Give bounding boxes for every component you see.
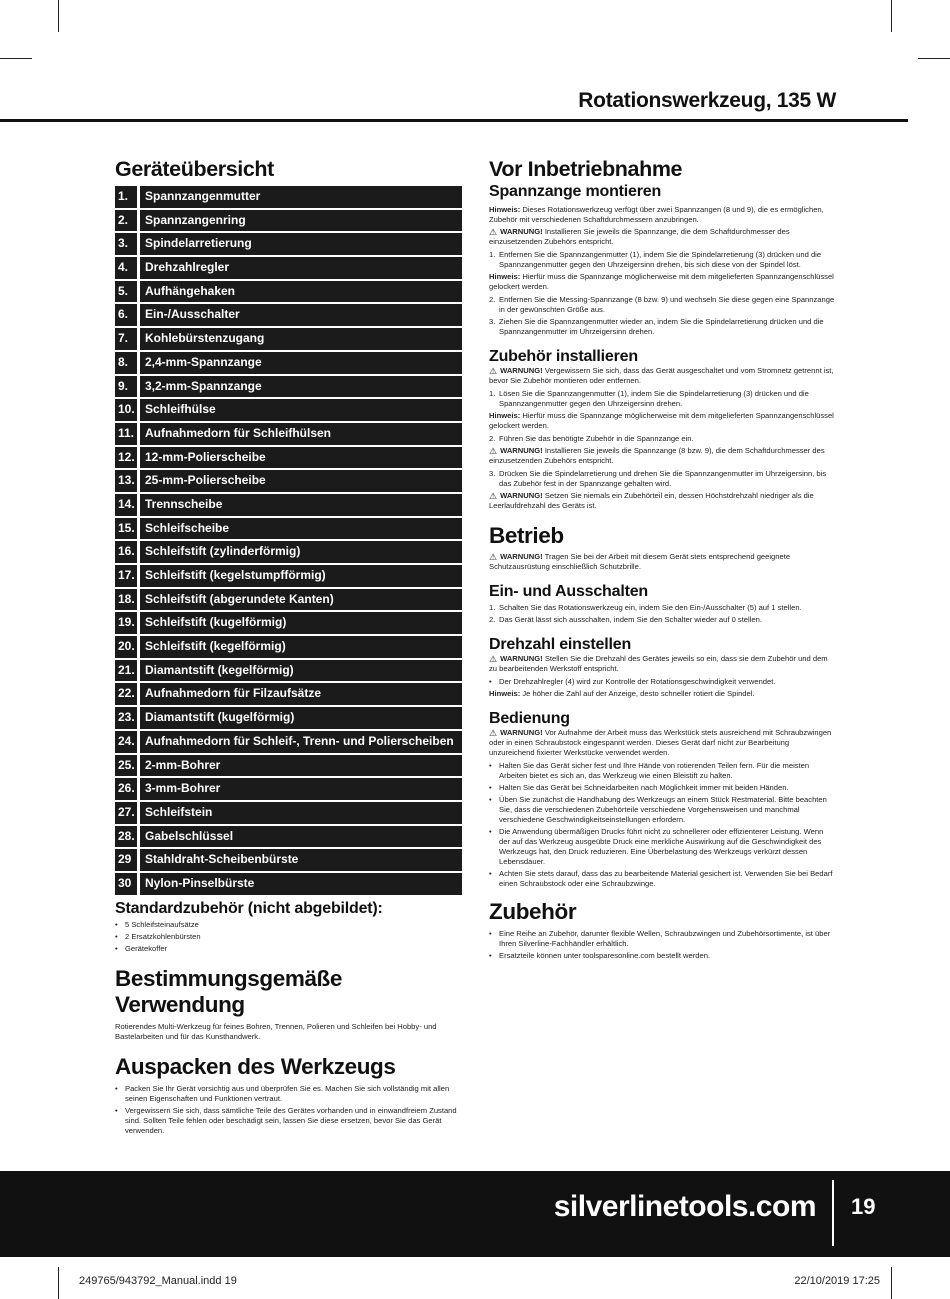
accessories-title: Zubehör [489,899,577,924]
warning-text: Installieren Sie jeweils die Spannzange, die dem Schaftdurchmesser des einzusetzenden Zubehörs entspricht. [489,227,790,246]
slug-file: 249765/943792_Manual.indd 19 [79,1275,237,1287]
part-number: 11. [115,423,137,445]
part-number: 3. [115,233,137,255]
part-row [115,304,462,326]
step-text: Ziehen Sie die Spannzangenmutter wieder an, indem Sie die Spindelarretierung drücken und die Spannzangenmutter im Uhrzeigersinn drehen. [499,317,824,336]
step-text: Führen Sie das benötigte Zubehör in die Spannzange ein. [499,434,694,443]
part-number: 9. [115,376,137,398]
part-number: 17. [115,565,137,587]
hint-text: Hierfür muss die Spannzange möglicherweise mit dem mitgelieferten Spannzangenschlüssel gelockert werden. [489,272,834,291]
part-label: Schleifstift (kegelförmig) [140,636,462,658]
crop-mark [891,1267,892,1299]
warning-label: WARNUNG! [500,654,543,663]
part-label: Schleifscheibe [140,518,462,540]
part-row [115,660,462,682]
part-number: 20. [115,636,137,658]
collet-steps-a [489,250,835,270]
step-text: Entfernen Sie die Spannzangenmutter (1), indem Sie die Spindelarretierung (3) drücken und die Spannzangenmutter gegen den Uhrzeigersinn drehen, bis sich diese von der Spindel löst. [499,250,822,269]
list-item: 3. Ziehen Sie die Spannzangenmutter wieder an, indem Sie die Spindelarretierung drücken und die Spannzangenmutter im Uhrzeigersinn drehen. [489,317,835,337]
on-off-steps [489,603,835,625]
accessory-steps-c [489,469,835,489]
part-label: Spannzangenmutter [140,186,462,208]
part-row [115,612,462,634]
usage-operation-bullets [489,761,835,889]
part-label: Schleifhülse [140,399,462,421]
part-label: Spindelarretierung [140,233,462,255]
part-row [115,731,462,753]
list-item: 2. Entfernen Sie die Messing-Spannzange (8 bzw. 9) und wechseln Sie diese gegen eine Spannzange in der gewünschten Größe aus. [489,295,835,314]
part-label: Schleifstift (abgerundete Kanten) [140,589,462,611]
part-row [115,210,462,232]
list-item: • Der Drehzahlregler (4) wird zur Kontrolle der Rotationsgeschwindigkeit verwendet. [489,677,835,687]
step-text: Schalten Sie das Rotationswerkzeug ein, indem Sie den Ein-/Ausschalter (5) auf 1 stellen. [499,603,802,612]
part-label: Diamantstift (kegelförmig) [140,660,462,682]
page-title: Rotationswerkzeug, 135 W [578,89,836,112]
part-label: Ein-/Ausschalter [140,304,462,326]
part-row [115,399,462,421]
list-item: 2. Führen Sie das benötigte Zubehör in die Spannzange ein. [489,434,694,443]
part-row [115,518,462,540]
part-row [115,565,462,587]
list-item: • Üben Sie zunächst die Handhabung des Werkzeugs an einem Stück Restmaterial. Bitte beachten Sie, dass die verschiedenen Zubehörteile verschiedene Vorgehensweisen und manchmal verschiedene Geschwindigkeitseinstellungen erfordern. [489,795,835,825]
collet-warning-1 [489,227,835,247]
warning-label: WARNUNG! [500,728,543,737]
warning-text: Vergewissern Sie sich, dass das Gerät ausgeschaltet und vom Stromnetz getrennt ist, bevor Sie Zubehör montieren oder entfernen. [489,366,834,385]
collet-steps-b [489,295,835,337]
warning-icon: ⚠ [489,366,498,376]
part-number: 14. [115,494,137,516]
part-number: 21. [115,660,137,682]
part-number: 5. [115,281,137,303]
part-label: Drehzahlregler [140,257,462,279]
warning-text: Stellen Sie die Drehzahl des Gerätes jeweils so ein, dass sie dem Zubehör und dem zu bearbeitenden Werkstoff entspricht. [489,654,828,673]
crop-mark [58,1267,59,1299]
slug-date: 22/10/2019 17:25 [794,1275,880,1287]
operation-title: Betrieb [489,523,564,548]
standard-accessories-list [115,920,462,954]
part-row [115,447,462,469]
part-number: 28. [115,826,137,848]
part-number: 10. [115,399,137,421]
usage-text: Rotierendes Multi-Werkzeug für feines Bohren, Trennen, Polieren und Schleifen bei Hobby- und Bastelarbeiten und für das Kunsthandwerk. [115,1021,437,1041]
warning-text: Vor Aufnahme der Arbeit muss das Werkstück stets ausreichend mit Schraubzwingen oder in einen Schraubstock eingespannt werden. Dieses Gerät darf nicht zur Bearbeitung unzureichend fixierter Werkstücke verwendet werden. [489,728,832,757]
accessory-warning-2 [489,446,835,466]
warning-icon: ⚠ [489,227,498,237]
warning-label: WARNUNG! [500,491,543,500]
list-item: 1. Entfernen Sie die Spannzangenmutter (1), indem Sie die Spindelarretierung (3) drücken und die Spannzangenmutter gegen den Uhrzeigersinn drehen, bis sich diese von der Spindel löst. [489,250,835,270]
warning-icon: ⚠ [489,491,498,501]
crop-mark [58,0,59,32]
warning-label: WARNUNG! [500,366,543,375]
prep-title: Vor Inbetriebnahme [489,157,683,181]
part-number: 27. [115,802,137,824]
part-label: Kohlebürstenzugang [140,328,462,350]
warning-label: WARNUNG! [500,552,543,561]
list-item: • Vergewissern Sie sich, dass sämtliche Teile des Gerätes vorhanden und in einwandfreiem Zustand sind. Sollten Teile fehlen oder beschädigt sein, lassen Sie diese ersetzen, bevor Sie das Gerät verwenden. [115,1106,462,1136]
part-number: 12. [115,447,137,469]
part-label: Aufnahmedorn für Schleif-, Trenn- und Polierscheiben [140,731,462,753]
accessory-steps-b [489,434,835,444]
part-number: 26. [115,778,137,800]
unpack-list [115,1084,462,1136]
warning-icon: ⚠ [489,446,498,456]
list-item: • Halten Sie das Gerät sicher fest und Ihre Hände von rotierenden Teilen fern. Für die meisten Arbeiten bietet es sich an, das Werkzeug wie einen Bleistift zu halten. [489,761,835,781]
part-number: 29 [115,849,137,871]
part-number: 15. [115,518,137,540]
part-row [115,470,462,492]
page-number: 19 [851,1194,876,1219]
warning-label: WARNUNG! [500,227,543,236]
part-row [115,281,462,303]
step-text: Entfernen Sie die Messing-Spannzange (8 bzw. 9) und wechseln Sie diese gegen eine Spannzange in der gewünschten Größe aus. [499,295,835,314]
collet-hint-2 [489,272,835,292]
part-label: Gabelschlüssel [140,826,462,848]
part-label: Aufnahmedorn für Schleifhülsen [140,423,462,445]
hint-label: Hinweis: [489,411,521,420]
list-item: 1. Lösen Sie die Spannzangenmutter (1), indem Sie die Spindelarretierung (3) drücken und die Spannzangenmutter gegen den Uhrzeigersinn drehen. [489,389,835,409]
part-label: 12-mm-Polierscheibe [140,447,462,469]
speed-title: Drehzahl einstellen [489,636,632,653]
part-row [115,423,462,445]
part-label: Schleifstift (zylinderförmig) [140,541,462,563]
warning-text: Installieren Sie jeweils die Spannzange (8 bzw. 9), die dem Schaftdurchmesser des einzusetzenden Zubehörs entspricht. [489,446,825,465]
hint-label: Hinweis: [489,205,521,214]
part-number: 24. [115,731,137,753]
footer-url: silverlinetools.com [553,1190,816,1223]
crop-mark [891,0,892,32]
step-text: Drücken Sie die Spindelarretierung und drehen Sie die Spannzangenmutter im Uhrzeigersinn, bis das Zubehör fest in der Spannzange gehalten wird. [499,469,827,488]
part-number: 16. [115,541,137,563]
part-label: 3-mm-Bohrer [140,778,462,800]
part-row [115,636,462,658]
right-column [489,156,835,963]
part-label: Aufnahmedorn für Filzaufsätze [140,683,462,705]
speed-hint [489,689,835,699]
collet-title: Spannzange montieren [489,183,662,200]
accessory-steps-a [489,389,835,409]
list-item: 3. Drücken Sie die Spindelarretierung und drehen Sie die Spannzangenmutter im Uhrzeigersinn, bis das Zubehör fest in der Spannzange gehalten wird. [489,469,835,489]
part-row [115,849,462,871]
part-row [115,707,462,729]
part-row [115,233,462,255]
on-off-title: Ein- und Ausschalten [489,583,648,600]
part-row [115,494,462,516]
warning-text: Tragen Sie bei der Arbeit mit diesem Gerät stets entsprechend geeignete Schutzausrüstung einschließlich Schutzbrille. [489,552,791,571]
part-row [115,755,462,777]
crop-mark [0,58,32,59]
accessory-warning-3 [489,491,835,511]
part-number: 13. [115,470,137,492]
crop-mark [918,58,950,59]
list-item: 1. Schalten Sie das Rotationswerkzeug ein, indem Sie den Ein-/Ausschalter (5) auf 1 stellen. [489,603,802,612]
part-label: 3,2-mm-Spannzange [140,376,462,398]
part-number: 19. [115,612,137,634]
list-item: • 2 Ersatzkohlenbürsten [115,932,462,942]
warning-icon: ⚠ [489,728,498,738]
part-label: Schleifstift (kugelförmig) [140,612,462,634]
list-item: • Packen Sie Ihr Gerät vorsichtig aus und überprüfen Sie es. Machen Sie sich vollständig mit allen seinen Eigenschaften und Funktionen vertraut. [115,1084,462,1104]
part-number: 1. [115,186,137,208]
overview-title: Geräteübersicht [115,157,274,181]
list-item: • Halten Sie das Gerät bei Schneidarbeiten nach Möglichkeit immer mit beiden Händen. [489,783,835,793]
usage-operation-title: Bedienung [489,710,570,727]
header-rule [0,119,908,122]
hint-label: Hinweis: [489,689,521,698]
part-number: 8. [115,352,137,374]
accessories-bullets [489,929,835,961]
part-label: 2,4-mm-Spannzange [140,352,462,374]
part-label: Schleifstein [140,802,462,824]
warning-text: Setzen Sie niemals ein Zubehörteil ein, dessen Höchstdrehzahl niedriger als die Leerlaufdrehzahl des Geräts ist. [489,491,814,510]
warning-icon: ⚠ [489,552,498,562]
part-row [115,328,462,350]
part-number: 7. [115,328,137,350]
list-item: • Gerätekoffer [115,944,462,954]
usage-operation-warning [489,728,835,758]
list-item: • 5 Schleifsteinaufsätze [115,920,462,930]
hint-text: Hierfür muss die Spannzange möglicherweise mit dem mitgelieferten Spannzangenschlüssel gelockert werden. [489,411,834,430]
list-item: • Die Anwendung übermäßigen Drucks führt nicht zu schnellerer oder effizienterer Leistung. Wenn der auf das Werkzeug ausgeübte Druck eine merkliche Auswirkung auf die Geschwindigkeit des Werkzeugs hat, den Druck reduzieren. Eine Überbelastung des Werkzeugs verkürzt dessen Lebensdauer. [489,827,835,867]
part-row [115,186,462,208]
part-label: 25-mm-Polierscheibe [140,470,462,492]
accessory-hint [489,411,835,431]
part-row [115,873,462,895]
part-label: Trennscheibe [140,494,462,516]
part-row [115,802,462,824]
part-label: Diamantstift (kugelförmig) [140,707,462,729]
part-label: 2-mm-Bohrer [140,755,462,777]
step-text: Das Gerät lässt sich ausschalten, indem Sie den Schalter wieder auf 0 stellen. [499,615,762,624]
part-row [115,589,462,611]
part-label: Stahldraht-Scheibenbürste [140,849,462,871]
hint-label: Hinweis: [489,272,521,281]
part-row [115,376,462,398]
unpack-title: Auspacken des Werkzeugs [115,1053,396,1079]
part-label: Spannzangenring [140,210,462,232]
part-number: 4. [115,257,137,279]
speed-warning [489,654,835,674]
part-label: Aufhängehaken [140,281,462,303]
part-label: Schleifstift (kegelstumpfförmig) [140,565,462,587]
list-item: 2. Das Gerät lässt sich ausschalten, indem Sie den Schalter wieder auf 0 stellen. [489,615,762,624]
warning-label: WARNUNG! [500,446,543,455]
list-item: • Ersatzteile können unter toolsparesonline.com bestellt werden. [489,951,835,961]
warning-icon: ⚠ [489,654,498,664]
part-row [115,541,462,563]
part-number: 22. [115,683,137,705]
part-row [115,778,462,800]
hint-text: Dieses Rotationswerkzeug verfügt über zwei Spannzangen (8 und 9), die es ermöglichen, Zubehör mit verschiedenen Schaftdurchmessern anzubringen. [489,205,824,224]
left-column [115,156,462,1138]
standard-accessories-title: Standardzubehör (nicht abgebildet): [115,899,383,917]
part-number: 2. [115,210,137,232]
parts-list [115,186,462,895]
part-number: 30 [115,873,137,895]
accessory-warning-1 [489,366,835,386]
list-item: • Achten Sie stets darauf, dass das zu bearbeitende Material gesichert ist. Verwenden Sie bei Bedarf einen Schraubstock oder eine Schraubzwinge. [489,869,835,889]
part-label: Nylon-Pinselbürste [140,873,462,895]
part-row [115,683,462,705]
footer-divider [832,1180,834,1246]
part-row [115,352,462,374]
list-item: • Eine Reihe an Zubehör, darunter flexible Wellen, Schraubzwingen und Zubehörsortimente, ist über Ihren Silverline-Fachhändler erhältlich. [489,929,835,949]
hint-text: Je höher die Zahl auf der Anzeige, desto schneller rotiert die Spindel. [522,689,755,698]
part-number: 25. [115,755,137,777]
part-row [115,257,462,279]
part-row [115,826,462,848]
usage-title: Bestimmungsgemäße Verwendung [115,965,343,1017]
part-number: 6. [115,304,137,326]
part-number: 23. [115,707,137,729]
collet-hint-1 [489,205,835,225]
part-number: 18. [115,589,137,611]
speed-bullets [489,677,835,687]
operation-warning [489,552,835,572]
step-text: Lösen Sie die Spannzangenmutter (1), indem Sie die Spindelarretierung (3) drücken und die Spannzangenmutter gegen den Uhrzeigersinn drehen. [499,389,809,408]
accessory-install-title: Zubehör installieren [489,348,638,365]
